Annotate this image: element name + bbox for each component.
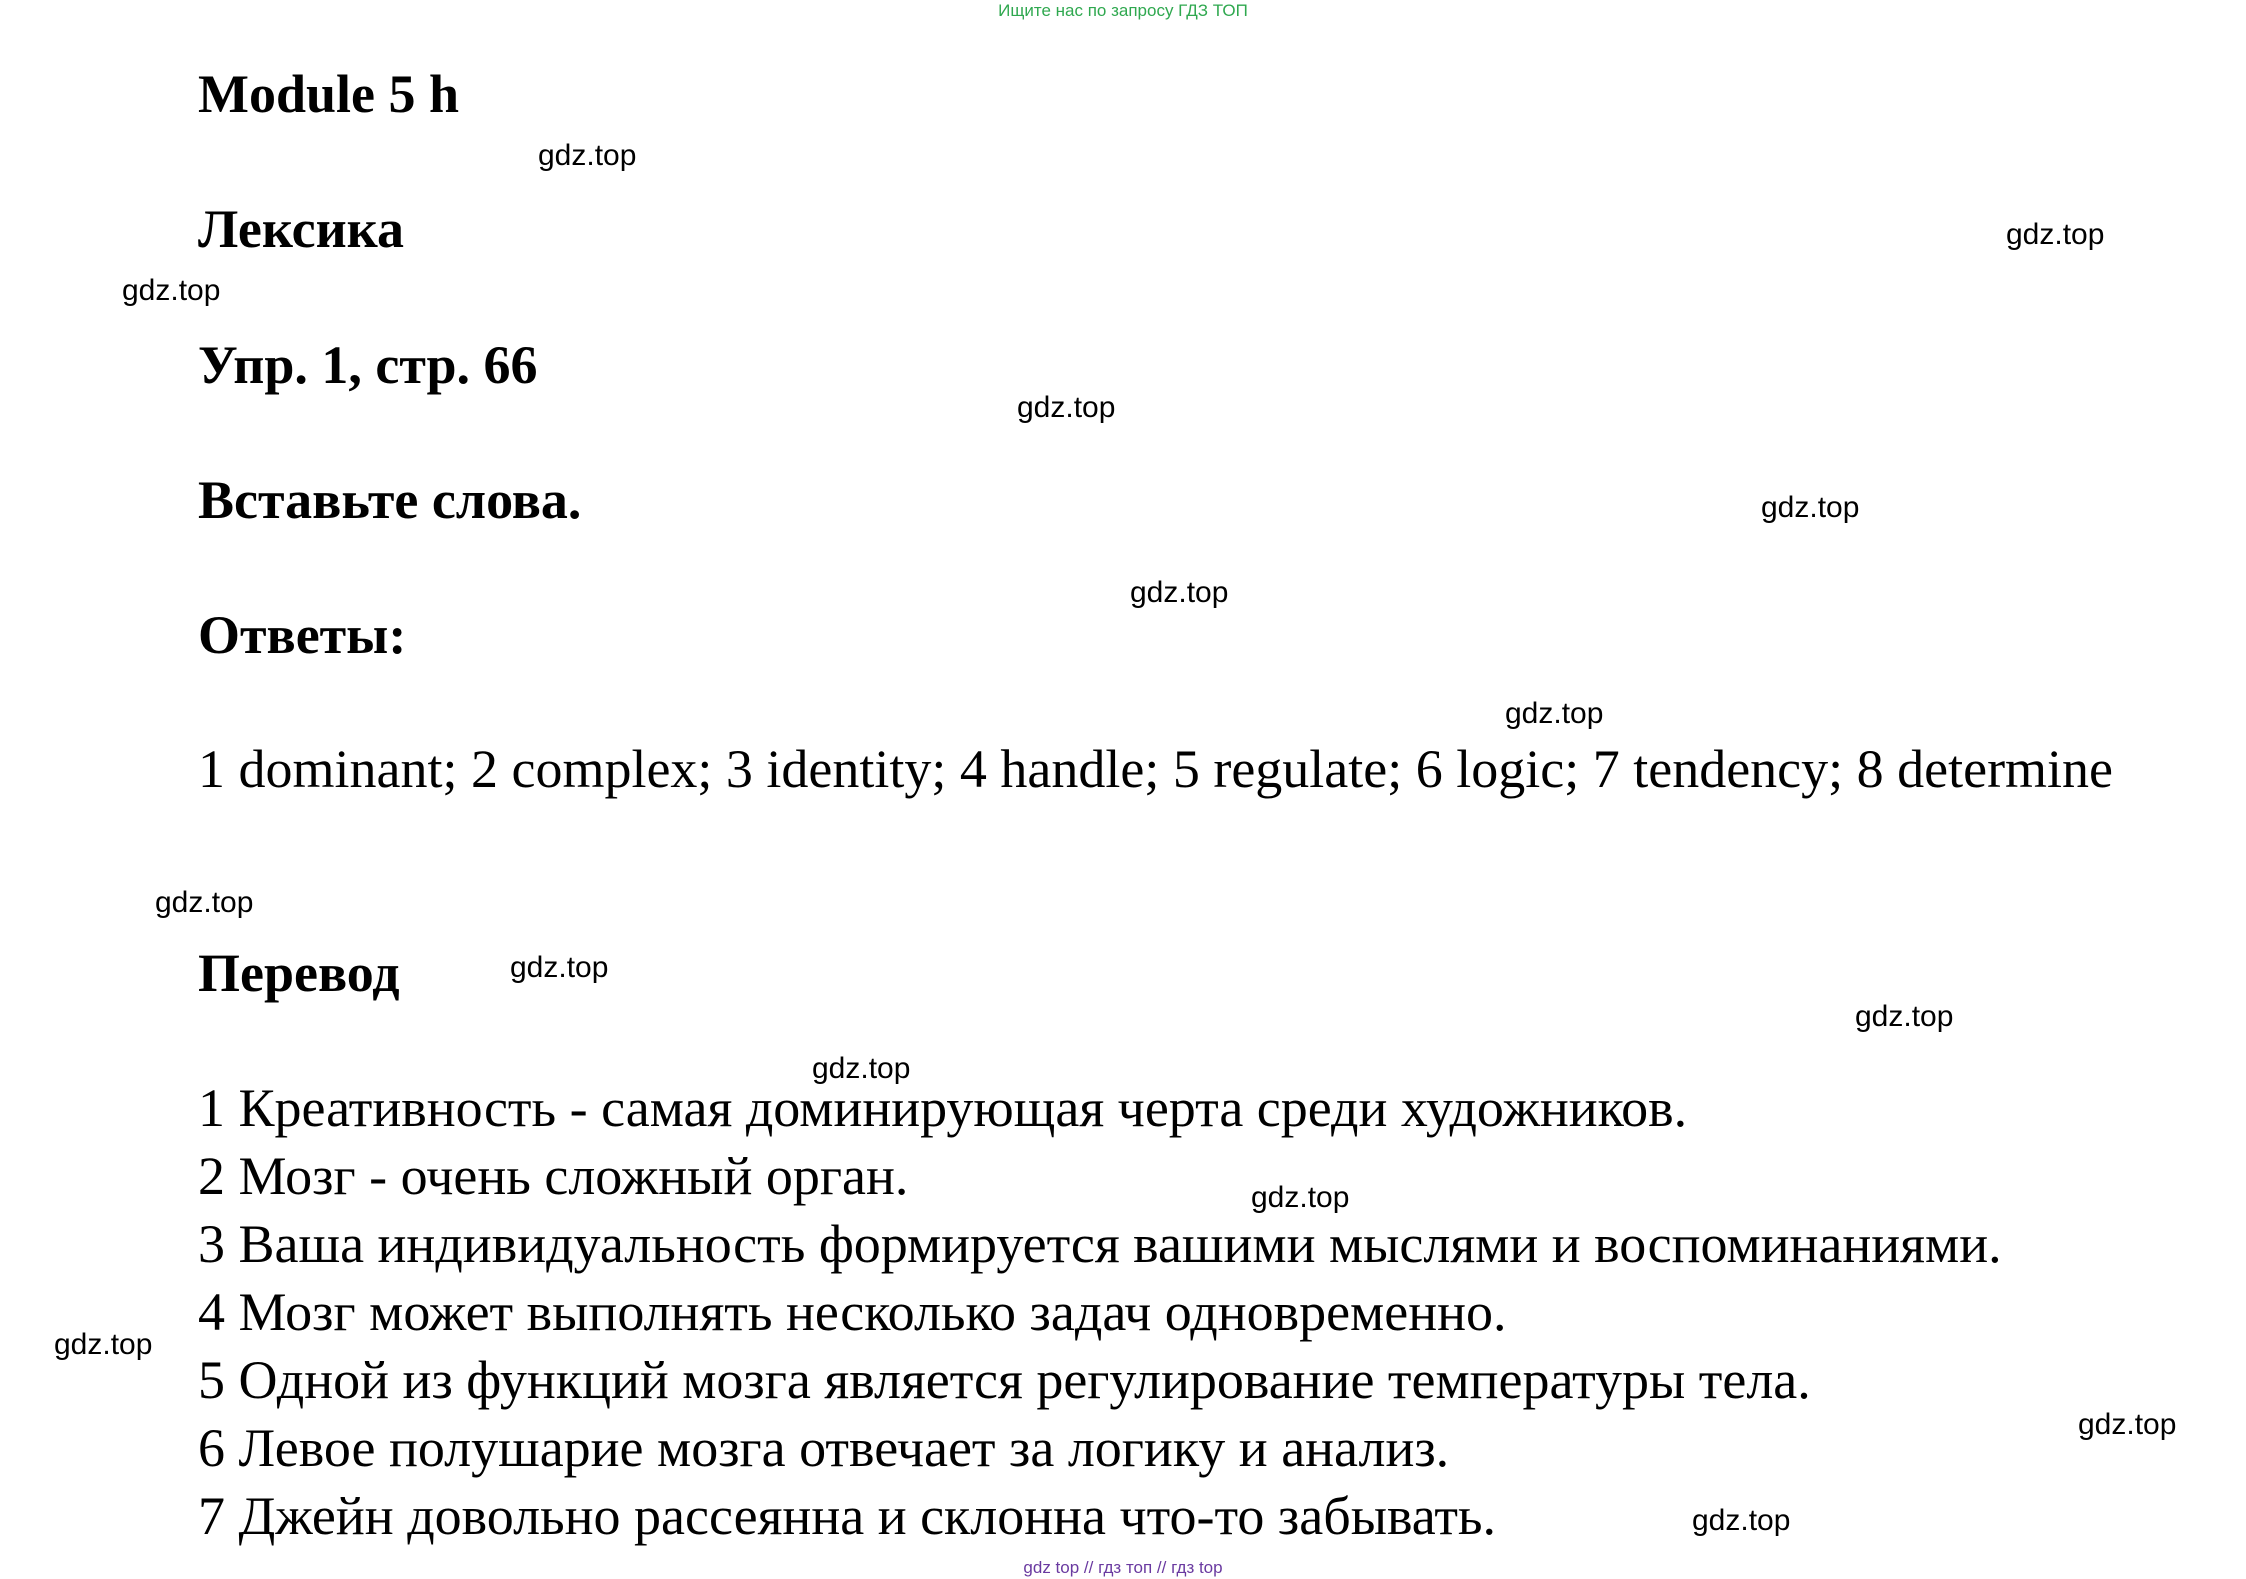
watermark: gdz.top: [2006, 218, 2105, 251]
watermark: gdz.top: [1251, 1181, 1350, 1214]
watermark: gdz.top: [1017, 391, 1116, 424]
translation-line: 2 Мозг - очень сложный орган.: [198, 1146, 909, 1206]
watermark: gdz.top: [122, 274, 221, 307]
watermark: gdz.top: [538, 139, 637, 172]
watermark: gdz.top: [1761, 491, 1860, 524]
translation-line: 4 Мозг может выполнять несколько задач одновременно.: [198, 1282, 1507, 1342]
translation-line: 7 Джейн довольно рассеянна и склонна что-то забывать.: [198, 1486, 1497, 1546]
translation-line: 3 Ваша индивидуальность формируется вашими мыслями и воспоминаниями.: [198, 1214, 2002, 1274]
exercise-title: Упр. 1, стр. 66: [198, 335, 538, 395]
section-title: Лексика: [198, 199, 404, 259]
translation-line: 1 Креативность - самая доминирующая черта среди художников.: [198, 1078, 1688, 1138]
watermark: gdz.top: [1130, 576, 1229, 609]
footer-links: gdz top // гдз топ // гдз top: [1023, 1558, 1223, 1577]
translation-title: Перевод: [198, 943, 400, 1003]
watermark: gdz.top: [510, 951, 609, 984]
answers-text: 1 dominant; 2 complex; 3 identity; 4 handle; 5 regulate; 6 logic; 7 tendency; 8 determine: [198, 739, 2114, 799]
watermark: gdz.top: [1692, 1504, 1791, 1537]
watermark: gdz.top: [54, 1328, 153, 1361]
watermark: gdz.top: [1855, 1000, 1954, 1033]
watermark: gdz.top: [2078, 1408, 2177, 1441]
translation-line: 5 Одной из функций мозга является регулирование температуры тела.: [198, 1350, 1811, 1410]
module-title: Module 5 h: [198, 64, 460, 124]
translation-list: [198, 1074, 2002, 1550]
watermark: gdz.top: [812, 1052, 911, 1085]
watermark: gdz.top: [155, 886, 254, 919]
watermark: gdz.top: [1505, 697, 1604, 730]
task-title: Вставьте слова.: [198, 470, 582, 530]
top-banner: Ищите нас по запросу ГДЗ ТОП: [998, 1, 1248, 20]
translation-line: 6 Левое полушарие мозга отвечает за логику и анализ.: [198, 1418, 1450, 1478]
answers-title: Ответы:: [198, 605, 407, 665]
